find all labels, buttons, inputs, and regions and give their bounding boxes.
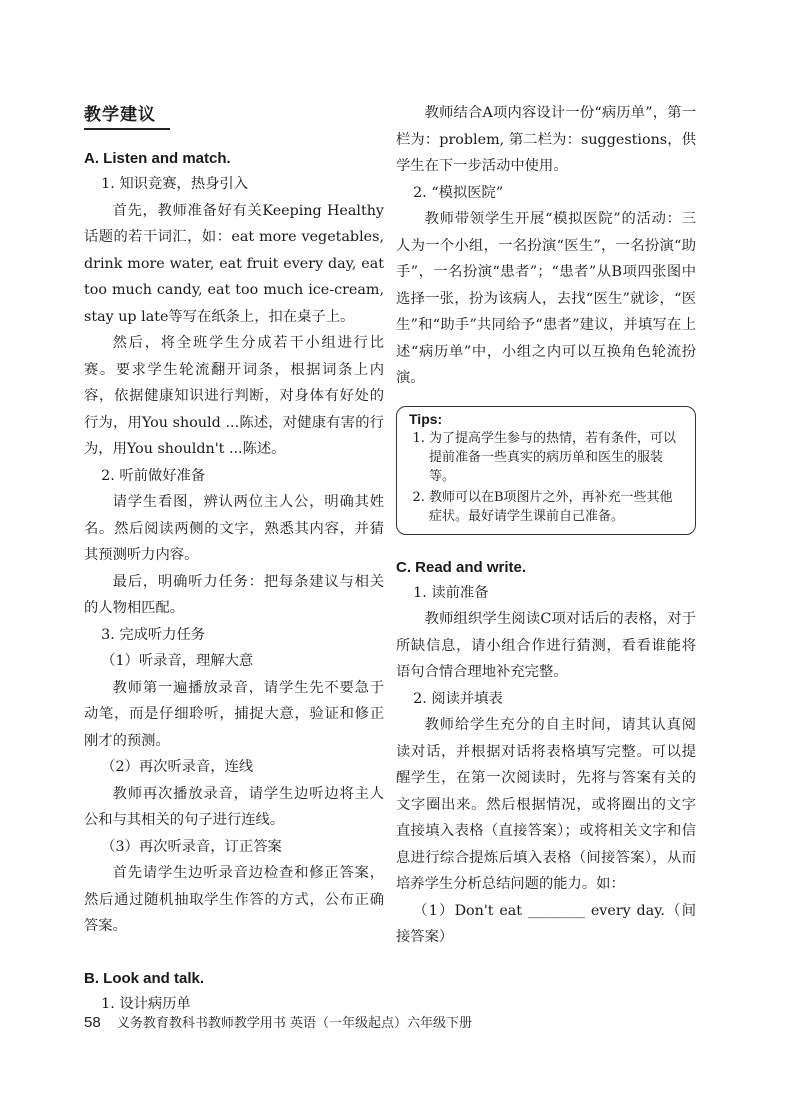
- tip-item: 1. 为了提高学生参与的热情，若有条件，可以提前准备一些真实的病历单和医生的服装等。: [429, 429, 683, 486]
- a2-paragraph-2: 最后，明确听力任务：把每条建议与相关的人物相匹配。: [84, 573, 384, 616]
- page-number: 58: [84, 1014, 101, 1031]
- a3-step-2-text: 教师再次播放录音，请学生边听边将主人公和与其相关的句子进行连线。: [84, 785, 384, 828]
- tips-list: [409, 429, 683, 526]
- c1-paragraph: 教师组织学生阅读C项对话后的表格，对于所缺信息，请小组合作进行猜测，看看谁能将语句合情合理地补充完整。: [396, 611, 696, 680]
- tip-item: 2. 教师可以在B项图片之外，再补充一些其他症状。最好请学生课前自己准备。: [429, 488, 683, 526]
- section-title: 教学建议: [84, 100, 170, 130]
- tips-title: Tips:: [409, 410, 443, 427]
- c2-title: 2. 阅读并填表: [413, 690, 503, 707]
- tips-box: [396, 406, 696, 535]
- b2-paragraph: 教师带领学生开展“模拟医院”的活动：三人为一个小组，一名扮演“医生”，一名扮演“助手”，一名扮演“患者”；“患者”从B项四张图中选择一张，扮为该病人，去找“医生”就诊，“医生”和“助手”共同给予“患者”建议，并填写在上述“病历单”中，小组之内可以互换角色轮流扮演。: [396, 211, 696, 386]
- a3-step-3-text: 首先请学生边听录音边检查和修正答案，然后通过随机抽取学生作答的方式，公布正确答案。: [84, 865, 384, 934]
- b1-paragraph: 教师结合A项内容设计一份“病历单”，第一栏为：problem, 第二栏为：suggestions，供学生在下一步活动中使用。: [396, 105, 696, 174]
- right-column: [396, 100, 696, 951]
- heading-b: B. Look and talk.: [84, 969, 205, 987]
- heading-c: C. Read and write.: [396, 558, 527, 576]
- b2-title: 2. “模拟医院”: [413, 184, 504, 201]
- a3-step-1-text: 教师第一遍播放录音，请学生先不要急于动笔，而是仔细聆听，捕捉大意，验证和修正刚才的预测。: [84, 679, 384, 749]
- a2-title: 2. 听前做好准备: [101, 467, 206, 484]
- c2-example: （1）Don't eat ________ every day.（间接答案）: [396, 902, 696, 945]
- a3-step-2: （2）再次听录音，连线: [101, 759, 254, 775]
- a1-paragraph-1: 首先，教师准备好有关Keeping Healthy话题的若干词汇，如：eat more vegetables, drink more water, eat fruit every day, eat too much candy, eat too much ice-cream, stay up late等写在纸条上，扣在桌子上。: [84, 202, 384, 325]
- c2-paragraph: 教师给学生充分的自主时间，请其认真阅读对话，并根据对话将表格填写完整。可以提醒学生，在第一次阅读时，先将与答案有关的文字圈出来。然后根据情况，或将圈出的文字直接填入表格（直接答案）；或将相关文字和信息进行综合提炼后填入表格（间接答案），从而培养学生分析总结问题的能力。如：: [396, 717, 696, 892]
- page-footer: [84, 1012, 704, 1031]
- a3-step-1: （1）听录音，理解大意: [101, 653, 254, 669]
- a3-step-3: （3）再次听录音，订正答案: [101, 838, 282, 855]
- a1-paragraph-2: 然后，将全班学生分成若干小组进行比赛。要求学生轮流翻开词条，根据词条上内容，依据健康知识进行判断，对身体有好处的行为，用You should ...陈述，对健康有害的行为，用You shouldn't ...陈述。: [84, 335, 384, 457]
- a3-title: 3. 完成听力任务: [101, 626, 206, 643]
- b1-title: 1. 设计病历单: [101, 995, 191, 1012]
- heading-a: A. Listen and match.: [84, 150, 231, 167]
- a2-paragraph-1: 请学生看图，辨认两位主人公，明确其姓名。然后阅读两侧的文字，熟悉其内容，并猜其预测听力内容。: [84, 494, 384, 563]
- left-column: [84, 100, 384, 1017]
- c1-title: 1. 读前准备: [413, 584, 489, 601]
- book-title: 义务教育教科书教师教学用书 英语（一年级起点）六年级下册: [116, 1016, 472, 1031]
- a1-title: 1. 知识竞赛，热身引入: [101, 176, 249, 192]
